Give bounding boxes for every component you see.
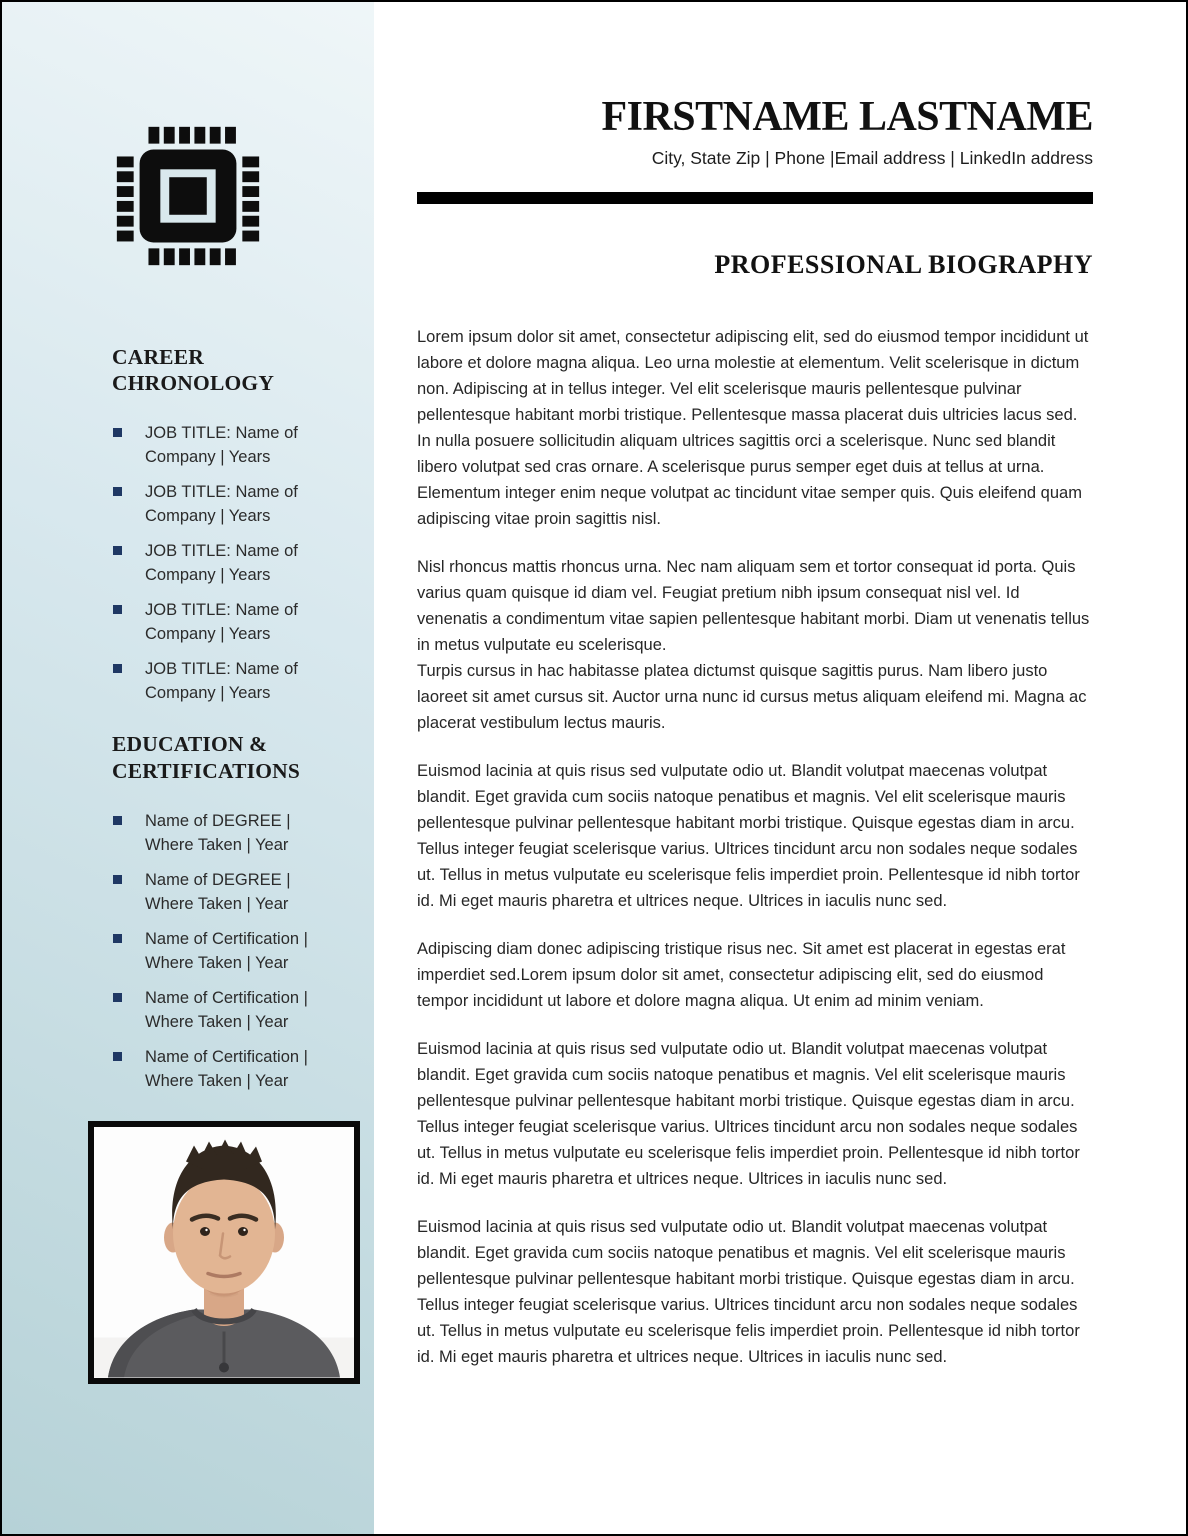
biography-heading: PROFESSIONAL BIOGRAPHY xyxy=(714,250,1093,279)
biography-paragraph: Euismod lacinia at quis risus sed vulputate odio ut. Blandit volutpat maecenas volutpat blandit. Eget gravida cum sociis natoque penatibus et magnis. Vel elit scelerisque mauris pellentesque pulvinar pellentesque habitant morbi tristique. Quisque egestas diam in arcu. Tellus integer feugiat scelerisque varius. Ultrices tincidunt arcu non sodales neque sodales ut. Tellus in metus vulputate eu scelerisque felis imperdiet proin. Pellentesque id nibh tortor id. Mi eget mauris pharetra et ultrices neque. Ultrices in iaculis nunc sed. xyxy=(417,1039,1080,1188)
education-item-label: Name of DEGREE | Where Taken | Year xyxy=(145,811,291,854)
career-item xyxy=(113,657,374,705)
biography-paragraph: Nisl rhoncus mattis rhoncus urna. Nec nam aliquam sem et tortor consequat id porta. Quis varius quam quisque id diam vel. Feugiat pretium nibh ipsum consequat nisl vel. Id venenatis a condimentum vitae sapien pellentesque habitant morbi. Diam ut venenatis tellus in metus vulputate eu scelerisque. Turpis cursus in hac habitasse platea dictumst quisque sagittis purus. Nam libero justo laoreet sit amet cursus sit. Auctor urna nunc id cursus metus aliquam eleifend mi. Magna ac placerat vestibulum lectus mauris. xyxy=(417,557,1090,732)
profile-photo xyxy=(88,1121,360,1384)
education-item-label: Name of DEGREE | Where Taken | Year xyxy=(145,870,291,913)
sidebar xyxy=(2,2,374,1534)
full-name: FIRSTNAME LASTNAME xyxy=(601,94,1093,140)
education-certifications-section xyxy=(2,731,374,1092)
square-bullet-icon xyxy=(113,664,122,673)
square-bullet-icon xyxy=(113,605,122,614)
divider-rule xyxy=(417,192,1093,204)
career-item xyxy=(113,598,374,646)
education-item-label: Name of Certification | Where Taken | Year xyxy=(145,988,308,1031)
education-certifications-heading: EDUCATION & CERTIFICATIONS xyxy=(112,732,301,783)
career-list xyxy=(2,421,374,705)
career-chronology-section xyxy=(2,344,374,705)
cpu-chip-icon xyxy=(105,108,271,284)
biography-paragraph: Lorem ipsum dolor sit amet, consectetur adipiscing elit, sed do eiusmod tempor incididunt ut labore et dolore magna aliqua. Leo urna molestie at elementum. Velit scelerisque in dictum non. Adipiscing at in tellus integer. Vel elit scelerisque mauris pellentesque pulvinar pellentesque habitant morbi tristique. Pellentesque massa placerat duis ultricies lacus sed. In nulla posuere sollicitudin aliquam ultrices sagittis orci a scelerisque. Nunc sed blandit libero volutpat sed cras ornare. A scelerisque purus semper eget duis at tellus at urna. Elementum integer enim neque volutpat ac tincidunt vitae semper quis. Quis eleifend quam adipiscing vitae proin sagittis nisl. xyxy=(417,327,1089,528)
square-bullet-icon xyxy=(113,875,122,884)
square-bullet-icon xyxy=(113,487,122,496)
square-bullet-icon xyxy=(113,1052,122,1061)
contact-line: City, State Zip | Phone |Email address | LinkedIn address xyxy=(651,148,1093,168)
education-item xyxy=(113,868,374,916)
career-item-label: JOB TITLE: Name of Company | Years xyxy=(145,660,298,703)
biography-paragraph: Euismod lacinia at quis risus sed vulputate odio ut. Blandit volutpat maecenas volutpat blandit. Eget gravida cum sociis natoque penatibus et magnis. Vel elit scelerisque mauris pellentesque pulvinar pellentesque habitant morbi tristique. Quisque egestas diam in arcu. Tellus integer feugiat scelerisque varius. Ultrices tincidunt arcu non sodales neque sodales ut. Tellus in metus vulputate eu scelerisque felis imperdiet proin. Pellentesque id nibh tortor id. Mi eget mauris pharetra et ultrices neque. Ultrices in iaculis nunc sed. xyxy=(417,1217,1080,1366)
square-bullet-icon xyxy=(113,546,122,555)
biography-body xyxy=(417,324,1093,1370)
career-chronology-heading: CAREER CHRONOLOGY xyxy=(112,345,275,396)
career-item-label: JOB TITLE: Name of Company | Years xyxy=(145,542,298,585)
biography-paragraph: Adipiscing diam donec adipiscing tristique risus nec. Sit amet est placerat in egestas erat imperdiet sed.Lorem ipsum dolor sit amet, consectetur adipiscing elit, sed do eiusmod tempor incididunt ut labore et dolore magna aliqua. Ut enim ad minim veniam. xyxy=(417,939,1066,1010)
square-bullet-icon xyxy=(113,428,122,437)
education-item xyxy=(113,809,374,857)
biography-paragraph: Euismod lacinia at quis risus sed vulputate odio ut. Blandit volutpat maecenas volutpat blandit. Eget gravida cum sociis natoque penatibus et magnis. Vel elit scelerisque mauris pellentesque pulvinar pellentesque habitant morbi tristique. Quisque egestas diam in arcu. Tellus integer feugiat scelerisque varius. Ultrices tincidunt arcu non sodales neque sodales ut. Tellus in metus vulputate eu scelerisque felis imperdiet proin. Pellentesque id nibh tortor id. Mi eget mauris pharetra et ultrices neque. Ultrices in iaculis nunc sed. xyxy=(417,761,1080,910)
career-item xyxy=(113,539,374,587)
career-item-label: JOB TITLE: Name of Company | Years xyxy=(145,424,298,467)
education-list xyxy=(2,809,374,1093)
career-item xyxy=(113,480,374,528)
document-header xyxy=(417,96,1093,170)
career-item xyxy=(113,421,374,469)
education-item xyxy=(113,1045,374,1093)
career-item-label: JOB TITLE: Name of Company | Years xyxy=(145,483,298,526)
square-bullet-icon xyxy=(113,816,122,825)
education-item xyxy=(113,927,374,975)
education-item-label: Name of Certification | Where Taken | Year xyxy=(145,1047,308,1090)
square-bullet-icon xyxy=(113,993,122,1002)
square-bullet-icon xyxy=(113,934,122,943)
education-item xyxy=(113,986,374,1034)
career-item-label: JOB TITLE: Name of Company | Years xyxy=(145,601,298,644)
main-content xyxy=(374,2,1186,1534)
education-item-label: Name of Certification | Where Taken | Year xyxy=(145,929,308,972)
